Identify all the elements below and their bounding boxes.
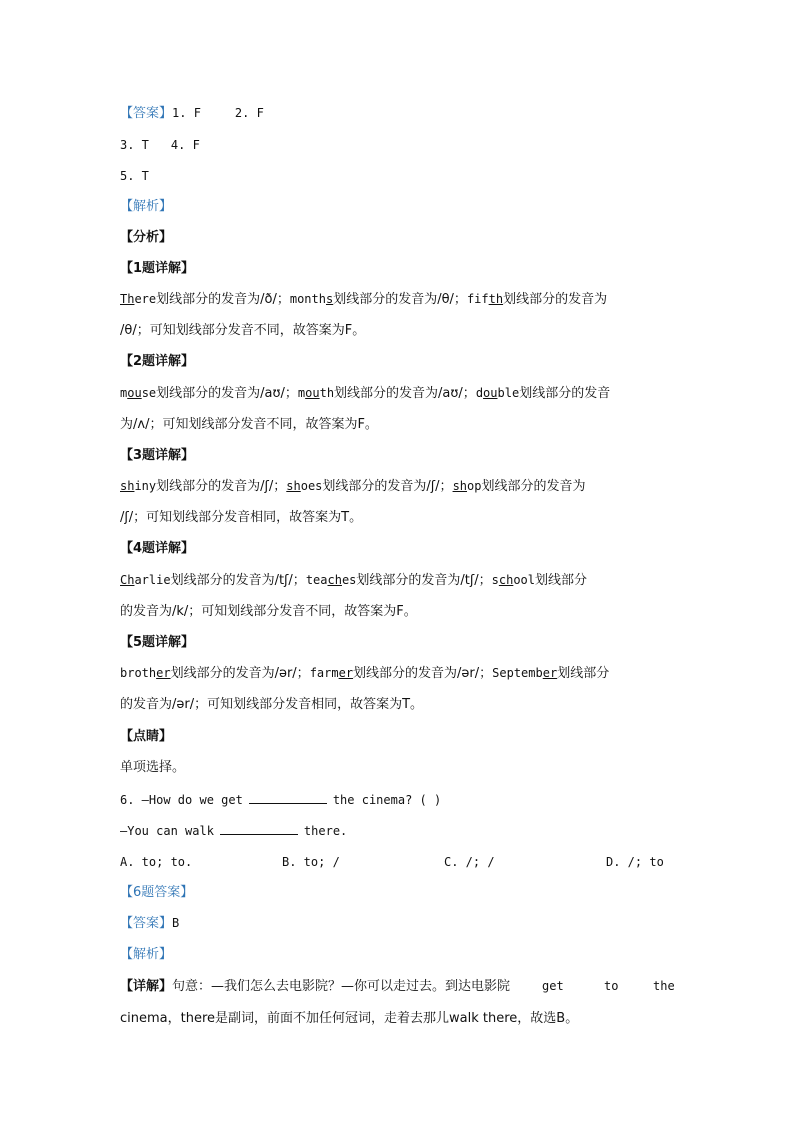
q1-word2-start: month bbox=[289, 292, 326, 306]
q6-analysis-tag: 【解析】 bbox=[120, 947, 173, 962]
q6-answer-heading bbox=[120, 883, 193, 902]
q6-blank-2 bbox=[220, 822, 298, 835]
q5-line-1 bbox=[120, 664, 609, 683]
q2-word3-rest: ble bbox=[497, 386, 520, 400]
q4-word2-underlined: ch bbox=[327, 573, 342, 587]
q6-detail-get: get bbox=[542, 979, 564, 993]
q4-word2-rest: es bbox=[341, 573, 357, 587]
q3-text3: 划线部分的发音为 bbox=[481, 479, 586, 494]
q2-text1: 划线部分的发音为/aʊ/； bbox=[156, 386, 298, 401]
q4-text1: 划线部分的发音为/tʃ/； bbox=[170, 573, 306, 588]
q2-word2-start: m bbox=[297, 386, 306, 400]
q6-stem-start: 6. —How do we get bbox=[120, 793, 243, 807]
q2-line-1 bbox=[120, 384, 610, 403]
q2-word3-underlined: ou bbox=[483, 386, 498, 400]
q5-word3-start: Septemb bbox=[492, 666, 543, 680]
answer-line-2 bbox=[120, 136, 200, 154]
q5-line-2 bbox=[120, 695, 423, 714]
q5-word2-start: farm bbox=[309, 666, 339, 680]
q4-heading bbox=[120, 539, 194, 558]
q6-detail-tag: 【详解】 bbox=[120, 979, 173, 994]
q6-analysis-heading bbox=[120, 945, 172, 964]
q3-conclusion: /ʃ/；可知划线部分发音相同，故答案为T。 bbox=[120, 510, 363, 525]
q5-word2-underlined: er bbox=[338, 666, 354, 680]
answer-line-1 bbox=[120, 104, 264, 123]
q3-heading bbox=[120, 446, 194, 465]
q4-heading-text: 【4题详解】 bbox=[120, 541, 195, 556]
q5-heading bbox=[120, 633, 194, 652]
q6-option-c: C. /; / bbox=[444, 855, 495, 869]
q2-word1-start: m bbox=[120, 386, 128, 400]
q4-word3-start: s bbox=[491, 573, 499, 587]
q1-text1: 划线部分的发音为/ð/； bbox=[156, 292, 290, 307]
q4-line-1 bbox=[120, 571, 587, 590]
q6-option-d: D. /; to bbox=[606, 855, 664, 869]
q4-word1-rest: arlie bbox=[134, 573, 171, 587]
q6-detail-line-1 bbox=[120, 977, 675, 996]
q1-text3: 划线部分的发音为 bbox=[503, 292, 608, 307]
q1-conclusion: /θ/；可知划线部分发音不同，故答案为F。 bbox=[120, 323, 366, 338]
q6-detail-line-2 bbox=[120, 1009, 578, 1028]
q4-line-2 bbox=[120, 602, 417, 621]
q6-detail-text-2: cinema，there是副词，前面不加任何冠词，走着去那儿walk there，故选B。 bbox=[120, 1011, 579, 1026]
q6-answer-heading-text: 【6题答案】 bbox=[120, 885, 194, 900]
q1-word3-underlined: th bbox=[488, 292, 504, 306]
q1-word3-start: fif bbox=[466, 292, 489, 306]
q3-line-1 bbox=[120, 477, 585, 496]
q6-line2-start: —You can walk bbox=[120, 824, 214, 838]
analysis-heading bbox=[120, 197, 172, 216]
q5-word1-start: broth bbox=[120, 666, 157, 680]
q4-text2: 划线部分的发音为/tʃ/； bbox=[356, 573, 492, 588]
answer-3: 3. T bbox=[120, 138, 149, 152]
q6-answer-tag: 【答案】 bbox=[120, 916, 173, 931]
q2-word2-rest: th bbox=[319, 386, 335, 400]
q1-heading-text: 【1题详解】 bbox=[120, 261, 195, 276]
q6-stem bbox=[120, 791, 441, 809]
q3-text1: 划线部分的发音为/ʃ/； bbox=[156, 479, 287, 494]
q5-conclusion: 的发音为/ər/；可知划线部分发音相同，故答案为T。 bbox=[120, 697, 424, 712]
q6-detail-text-1: 句意：—我们怎么去电影院？—你可以走过去。到达电影院 bbox=[172, 979, 511, 994]
q6-answer-line bbox=[120, 914, 179, 933]
q1-word1-underlined: Th bbox=[120, 292, 135, 306]
q3-word3-underlined: sh bbox=[452, 479, 468, 493]
q6-line-2 bbox=[120, 822, 347, 840]
q3-heading-text: 【3题详解】 bbox=[120, 448, 195, 463]
q4-text3: 划线部分 bbox=[535, 573, 588, 588]
analysis-tag: 【解析】 bbox=[120, 199, 173, 214]
q1-heading bbox=[120, 259, 194, 278]
q3-word1-rest: iny bbox=[134, 479, 157, 493]
answer-line-3 bbox=[120, 167, 149, 185]
answer-tag: 【答案】 bbox=[120, 106, 173, 121]
q3-text2: 划线部分的发音为/ʃ/； bbox=[322, 479, 453, 494]
q4-word2-start: tea bbox=[305, 573, 328, 587]
fenxi-tag: 【分析】 bbox=[120, 230, 173, 245]
dianjing-line bbox=[120, 758, 185, 777]
q2-word3-start: d bbox=[475, 386, 484, 400]
q6-line2-end: there. bbox=[303, 824, 348, 838]
q1-word2-underlined: s bbox=[325, 292, 334, 306]
answer-2: 2. F bbox=[234, 106, 264, 120]
q1-line-1 bbox=[120, 290, 607, 309]
q4-word3-rest: ool bbox=[513, 573, 536, 587]
q2-conclusion: 为/ʌ/；可知划线部分发音不同，故答案为F。 bbox=[120, 417, 378, 432]
q2-heading bbox=[120, 352, 194, 371]
q2-line-2 bbox=[120, 415, 378, 434]
q3-word3-rest: op bbox=[467, 479, 482, 493]
q2-word2-underlined: ou bbox=[305, 386, 320, 400]
q1-line-2 bbox=[120, 321, 365, 340]
answer-1: 1. F bbox=[172, 106, 201, 120]
q2-heading-text: 【2题详解】 bbox=[120, 354, 195, 369]
q5-heading-text: 【5题详解】 bbox=[120, 635, 195, 650]
q5-text3: 划线部分 bbox=[557, 666, 610, 681]
q5-text1: 划线部分的发音为/ər/； bbox=[170, 666, 310, 681]
q4-word3-underlined: ch bbox=[498, 573, 514, 587]
dianjing-tag: 【点睛】 bbox=[120, 729, 173, 744]
answer-4: 4. F bbox=[170, 138, 200, 152]
q2-word1-rest: se bbox=[141, 386, 157, 400]
q3-line-2 bbox=[120, 508, 362, 527]
answer-5: 5. T bbox=[120, 169, 149, 183]
q2-word1-underlined: ou bbox=[127, 386, 142, 400]
q5-word3-underlined: er bbox=[542, 666, 558, 680]
q6-option-b: B. to; / bbox=[282, 855, 340, 869]
q4-conclusion: 的发音为/k/；可知划线部分发音不同，故答案为F。 bbox=[120, 604, 417, 619]
dianjing-text: 单项选择。 bbox=[120, 760, 186, 775]
q3-word1-underlined: sh bbox=[120, 479, 135, 493]
q1-word1-rest: ere bbox=[134, 292, 157, 306]
q6-detail-to: to bbox=[604, 979, 619, 993]
q3-word2-underlined: sh bbox=[286, 479, 301, 493]
q6-detail-the: the bbox=[653, 979, 675, 993]
q6-answer-value: B bbox=[172, 916, 180, 930]
q3-word2-rest: oes bbox=[300, 479, 323, 493]
q1-text2: 划线部分的发音为/θ/； bbox=[333, 292, 467, 307]
q6-blank-1 bbox=[249, 791, 327, 804]
q6-stem-end: the cinema? ( ) bbox=[332, 793, 442, 807]
q4-word1-underlined: Ch bbox=[120, 573, 135, 587]
q6-option-a: A. to; to. bbox=[120, 855, 193, 869]
q2-text3: 划线部分的发音 bbox=[519, 386, 611, 401]
fenxi-heading bbox=[120, 228, 172, 247]
dianjing-heading bbox=[120, 727, 172, 746]
q5-text2: 划线部分的发音为/ər/； bbox=[353, 666, 493, 681]
q5-word1-underlined: er bbox=[156, 666, 171, 680]
q2-text2: 划线部分的发音为/aʊ/； bbox=[334, 386, 476, 401]
